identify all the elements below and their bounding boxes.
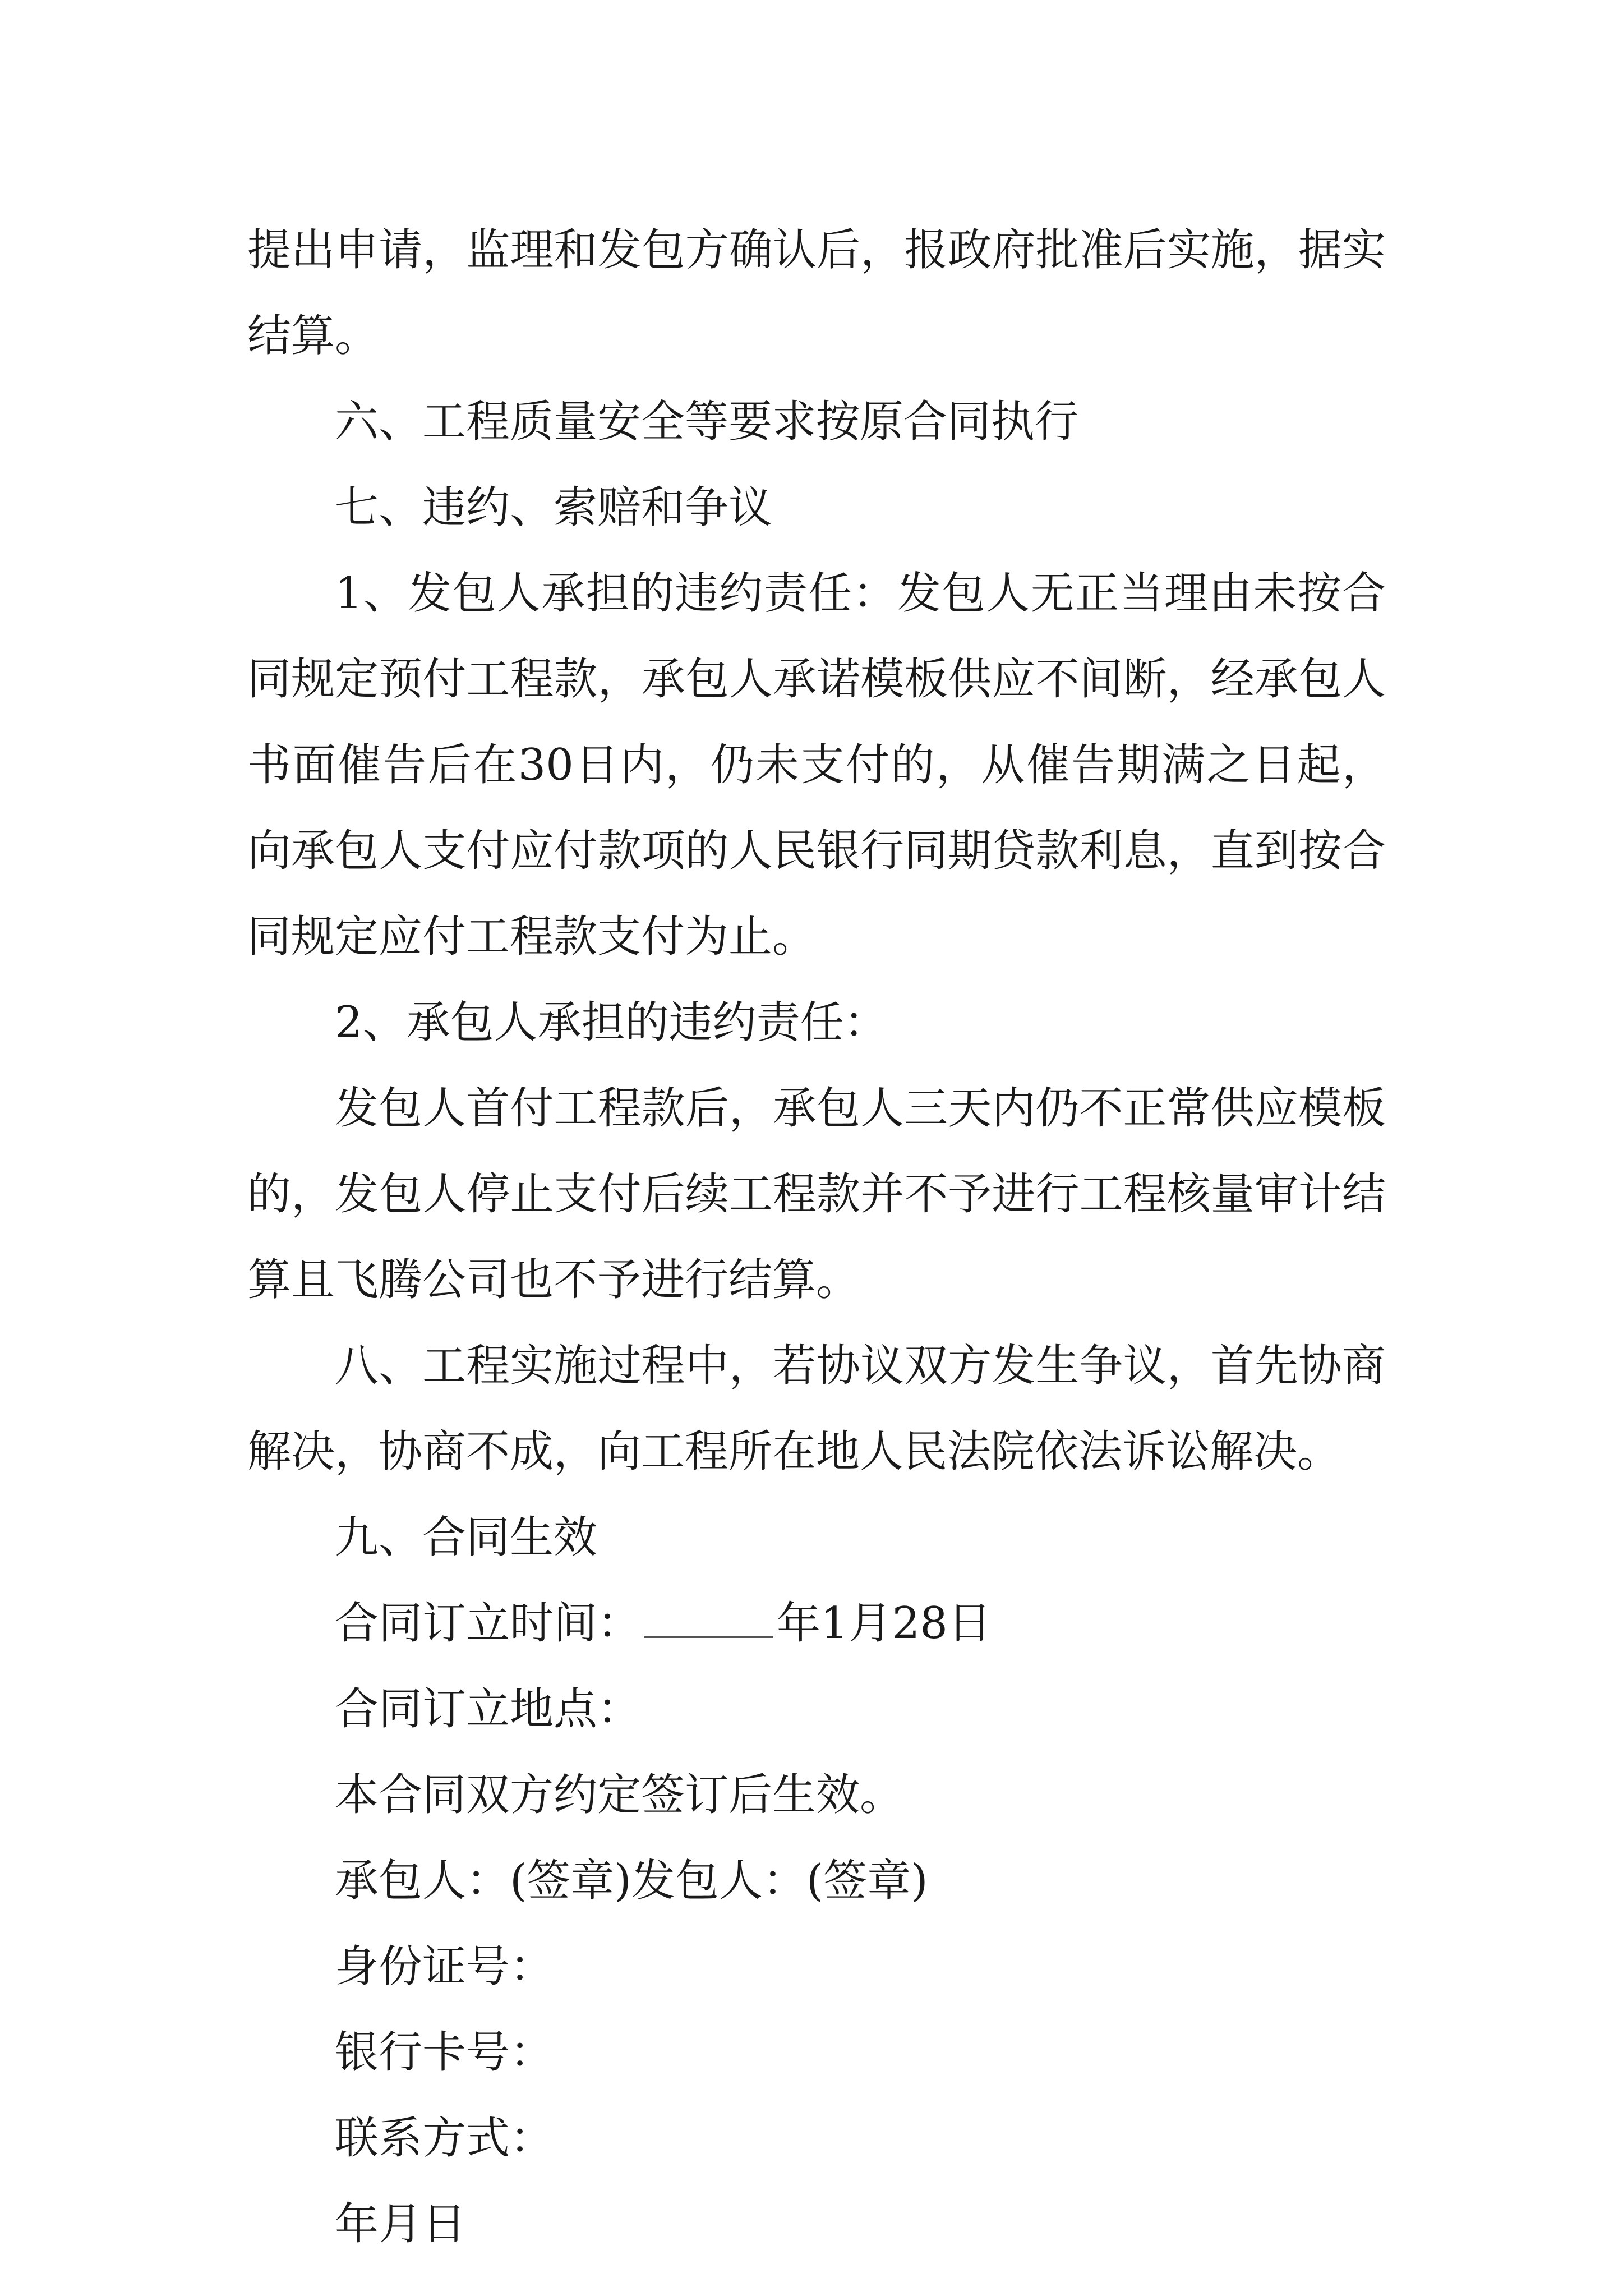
text-line: 结算。 bbox=[247, 311, 379, 361]
clause-line: 解决，协商不成，向工程所在地人民法院依法诉讼解决。 bbox=[247, 1427, 1341, 1477]
effective-line: 本合同双方约定签订后生效。 bbox=[335, 1770, 904, 1820]
document-body bbox=[247, 208, 1386, 2267]
parties-line: 承包人：(签章)发包人：(签章) bbox=[335, 1856, 928, 1906]
text-line: 提出申请，监理和发包方确认后，报政府批准后实施，据实 bbox=[247, 225, 1386, 275]
contact-line: 联系方式： bbox=[335, 2113, 554, 2164]
clause-line: 发包人首付工程款后，承包人三天内仍不正常供应模板 bbox=[335, 1083, 1386, 1134]
clause-line: 算且飞腾公司也不予进行结算。 bbox=[247, 1255, 860, 1305]
section-heading-9: 九、合同生效 bbox=[335, 1512, 598, 1563]
sign-date-line bbox=[247, 1581, 1386, 1667]
clause-heading: 2、承包人承担的违约责任： bbox=[335, 997, 888, 1048]
section-heading-8: 八、工程实施过程中，若协议双方发生争议，首先协商 bbox=[335, 1341, 1386, 1391]
sign-date-label: 合同订立时间： bbox=[335, 1598, 642, 1649]
clause-line: 的，发包人停止支付后续工程款并不予进行工程核量审计结 bbox=[247, 1169, 1386, 1220]
id-number-line: 身份证号： bbox=[335, 1941, 554, 1992]
bank-card-line: 银行卡号： bbox=[335, 2027, 554, 2078]
section-heading-6: 六、工程质量安全等要求按原合同执行 bbox=[335, 397, 1079, 447]
clause-line: 同规定预付工程款，承包人承诺模板供应不间断，经承包人 bbox=[247, 654, 1386, 705]
sign-place-line: 合同订立地点： bbox=[335, 1684, 642, 1734]
date-footer-line: 年月日 bbox=[335, 2199, 467, 2249]
sign-date-value: 年1月28日 bbox=[777, 1598, 992, 1649]
clause-line: 向承包人支付应付款项的人民银行同期贷款利息，直到按合 bbox=[247, 826, 1386, 876]
section-heading-7: 七、违约、索赔和争议 bbox=[335, 482, 773, 533]
clause-line: 1、发包人承担的违约责任：发包人无正当理由未按合 bbox=[335, 568, 1386, 619]
clause-line: 同规定应付工程款支付为止。 bbox=[247, 912, 817, 962]
date-blank bbox=[644, 1605, 773, 1638]
clause-line: 书面催告后在30日内，仍未支付的，从催告期满之日起， bbox=[247, 740, 1386, 790]
